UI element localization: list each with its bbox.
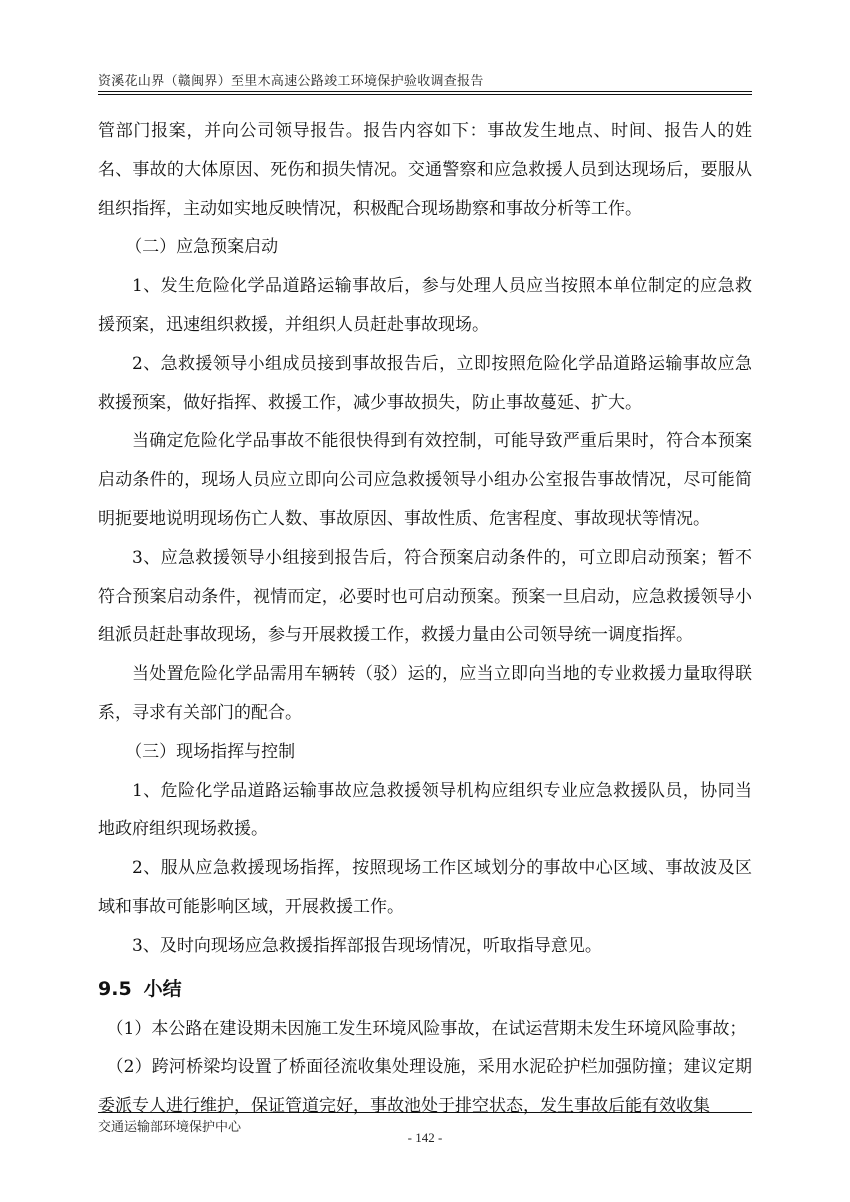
footer-organization: 交通运输部环境保护中心: [98, 1120, 242, 1135]
main-text: [98, 112, 752, 1126]
paragraph-serious-consequence: 当确定危险化学品事故不能很快得到有效控制，可能导致严重后果时，符合本预案启动条件的，现场人员应立即向公司应急救援领导小组办公室报告事故情况，尽可能简明扼要地说明现场伤亡人数、事故原因、事故性质、危害程度、事故现状等情况。: [98, 431, 752, 529]
paragraph-item-2: 2、急救援领导小组成员接到事故报告后，立即按照危险化学品道路运输事故应急救援预案，做好指挥、救援工作，减少事故损失，防止事故蔓延、扩大。: [98, 353, 752, 413]
summary-item-2: （2）跨河桥梁均设置了桥面径流收集处理设施，采用水泥砼护栏加强防撞；建议定期委派专人进行维护，保证管道完好，事故池处于排空状态，发生事故后能有效收集: [98, 1057, 752, 1117]
page-number: - 142 -: [407, 1130, 443, 1145]
paragraph-transshipment: 当处置危险化学品需用车辆转（驳）运的，应当立即向当地的专业救援力量取得联系，寻求有关部门的配合。: [98, 664, 752, 723]
summary-item-1: （1）本公路在建设期未因施工发生环境风险事故，在试运营期未发生环境风险事故；: [106, 1018, 747, 1039]
header-rule: [98, 91, 752, 92]
paragraph-command-2: 2、服从应急救援现场指挥，按照现场工作区域划分的事故中心区域、事故波及区域和事故可能影响区域，开展救援工作。: [98, 858, 752, 917]
paragraph-report-content: 管部门报案，并向公司领导报告。报告内容如下：事故发生地点、时间、报告人的姓名、事故的大体原因、死伤和损失情况。交通警察和应急救援人员到达现场后，要服从组织指挥，主动如实地反映情况，积极配合现场勘察和事故分析等工作。: [98, 121, 752, 219]
paragraph-item-1: 1、发生危险化学品道路运输事故后，参与处理人员应当按照本单位制定的应急救援预案，迅速组织救援，并组织人员赶赴事故现场。: [98, 276, 752, 335]
running-header: 资溪花山界（赣闽界）至里木高速公路竣工环境保护验收调查报告: [98, 74, 484, 89]
paragraph-command-3: 3、及时向现场应急救援指挥部报告现场情况，听取指导意见。: [132, 935, 602, 956]
section-number: 9.5: [98, 977, 132, 1000]
footer-rule: [98, 1112, 752, 1113]
paragraph-item-3: 3、应急救援领导小组接到报告后，符合预案启动条件的，可立即启动预案；暂不符合预案启动条件，视情而定，必要时也可启动预案。预案一旦启动，应急救援领导小组派员赶赴事故现场，参与开展救援工作，救援力量由公司领导统一调度指挥。: [98, 547, 752, 646]
subheading-plan-activation: （二）应急预案启动: [125, 237, 279, 258]
section-heading: [98, 966, 752, 1010]
paragraph-command-1: 1、危险化学品道路运输事故应急救援领导机构应组织专业应急救援队员，协同当地政府组织现场救援。: [98, 780, 752, 840]
section-title: 小结: [143, 977, 182, 1000]
header-rule-thin: [98, 94, 752, 95]
subheading-site-command: （三）现场指挥与控制: [125, 741, 296, 762]
